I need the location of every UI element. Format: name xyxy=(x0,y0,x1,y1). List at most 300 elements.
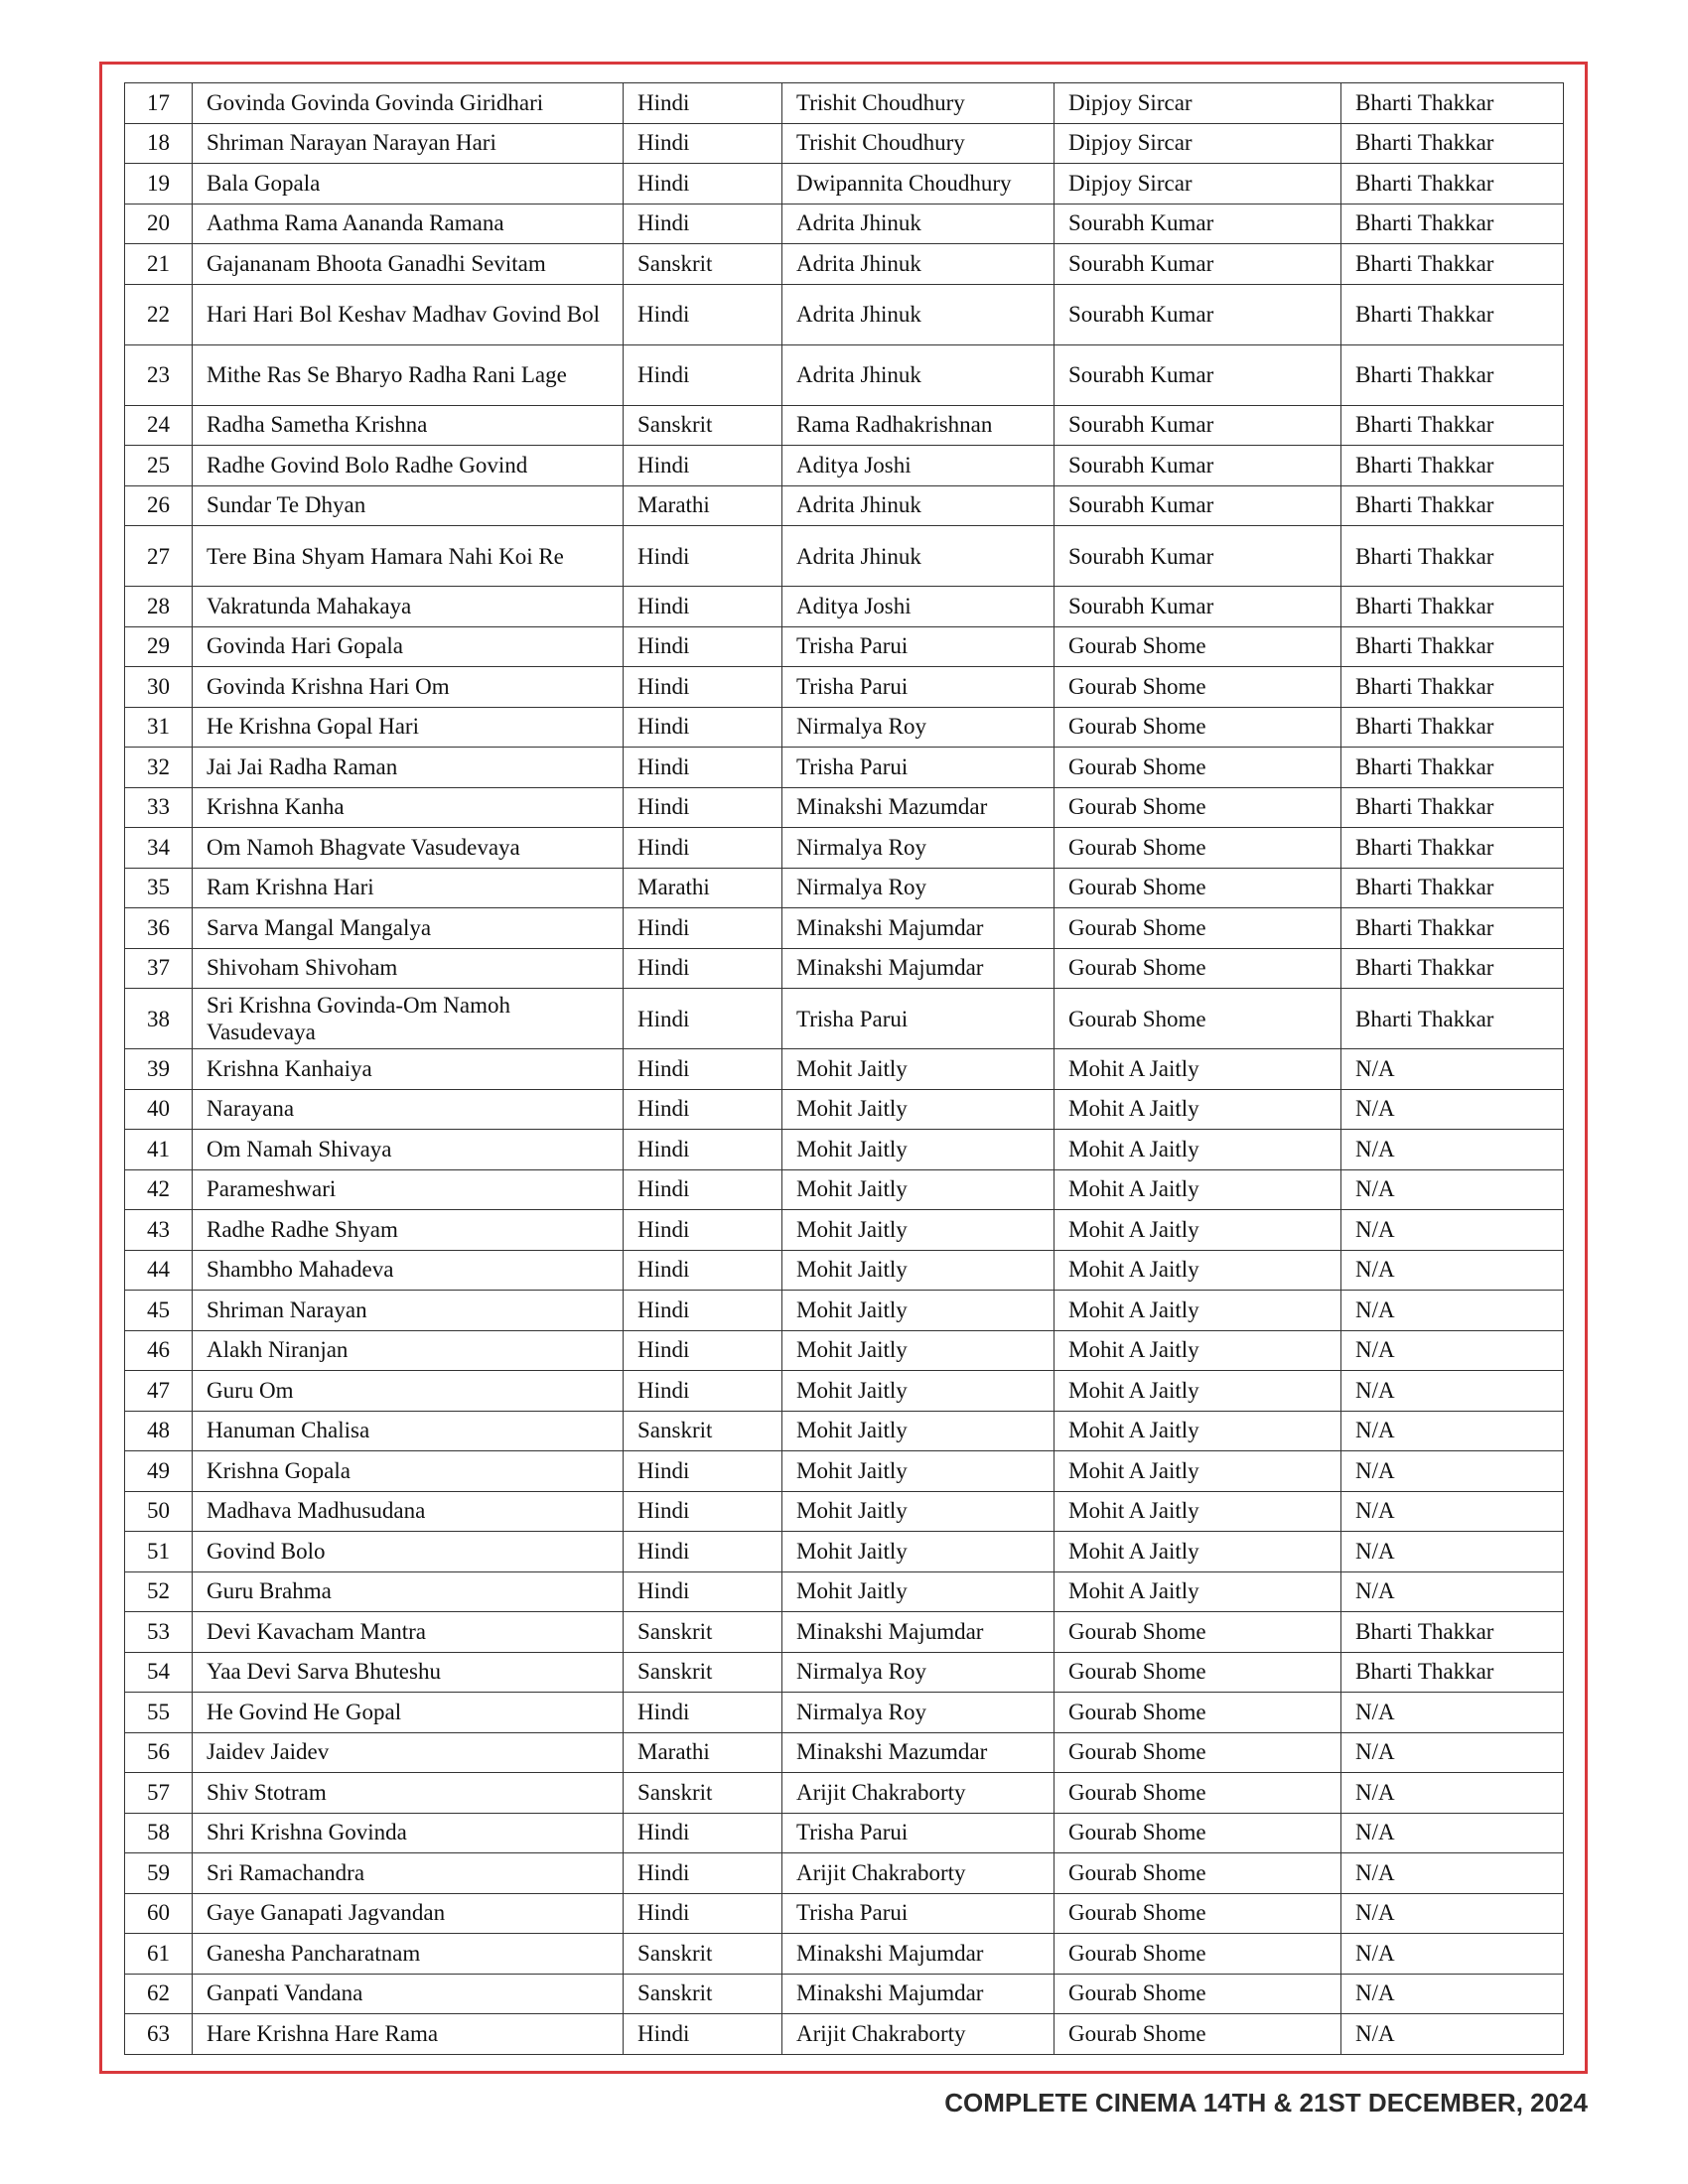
song-title-cell: Gajananam Bhoota Ganadhi Sevitam xyxy=(193,244,624,285)
lyricist-cell: N/A xyxy=(1341,1571,1564,1612)
row-number-cell: 21 xyxy=(125,244,193,285)
table-row xyxy=(125,1089,1564,1130)
lyricist-cell: N/A xyxy=(1341,1813,1564,1853)
lyricist-cell: Bharti Thakkar xyxy=(1341,748,1564,788)
language-cell: Hindi xyxy=(624,1250,782,1291)
composer-cell: Mohit A Jaitly xyxy=(1055,1411,1341,1451)
singer-cell: Trisha Parui xyxy=(782,667,1055,708)
language-cell: Hindi xyxy=(624,1813,782,1853)
song-title-cell: Radhe Radhe Shyam xyxy=(193,1210,624,1251)
singer-cell: Trisha Parui xyxy=(782,748,1055,788)
composer-cell: Mohit A Jaitly xyxy=(1055,1291,1341,1331)
row-number-cell: 63 xyxy=(125,2014,193,2055)
row-number-cell: 27 xyxy=(125,526,193,587)
language-cell: Sanskrit xyxy=(624,1974,782,2014)
language-cell: Hindi xyxy=(624,1049,782,1090)
composer-cell: Gourab Shome xyxy=(1055,828,1341,869)
language-cell: Hindi xyxy=(624,284,782,344)
singer-cell: Mohit Jaitly xyxy=(782,1451,1055,1492)
row-number-cell: 24 xyxy=(125,405,193,446)
composer-cell: Gourab Shome xyxy=(1055,1853,1341,1894)
singer-cell: Aditya Joshi xyxy=(782,446,1055,486)
singer-cell: Mohit Jaitly xyxy=(782,1411,1055,1451)
composer-cell: Sourabh Kumar xyxy=(1055,526,1341,587)
language-cell: Sanskrit xyxy=(624,1934,782,1975)
lyricist-cell: Bharti Thakkar xyxy=(1341,587,1564,627)
language-cell: Hindi xyxy=(624,707,782,748)
language-cell: Hindi xyxy=(624,1371,782,1412)
singer-cell: Minakshi Majumdar xyxy=(782,948,1055,989)
lyricist-cell: N/A xyxy=(1341,1934,1564,1975)
lyricist-cell: Bharti Thakkar xyxy=(1341,204,1564,244)
singer-cell: Minakshi Majumdar xyxy=(782,1612,1055,1653)
lyricist-cell: N/A xyxy=(1341,1049,1564,1090)
composer-cell: Mohit A Jaitly xyxy=(1055,1250,1341,1291)
singer-cell: Rama Radhakrishnan xyxy=(782,405,1055,446)
composer-cell: Mohit A Jaitly xyxy=(1055,1049,1341,1090)
singer-cell: Trisha Parui xyxy=(782,1893,1055,1934)
row-number-cell: 58 xyxy=(125,1813,193,1853)
lyricist-cell: Bharti Thakkar xyxy=(1341,123,1564,164)
table-row xyxy=(125,1693,1564,1733)
composer-cell: Mohit A Jaitly xyxy=(1055,1571,1341,1612)
song-title-cell: Jai Jai Radha Raman xyxy=(193,748,624,788)
language-cell: Sanskrit xyxy=(624,1612,782,1653)
table-row xyxy=(125,707,1564,748)
language-cell: Hindi xyxy=(624,164,782,205)
singer-cell: Dwipannita Choudhury xyxy=(782,164,1055,205)
composer-cell: Gourab Shome xyxy=(1055,1693,1341,1733)
table-row xyxy=(125,1571,1564,1612)
row-number-cell: 25 xyxy=(125,446,193,486)
singer-cell: Trisha Parui xyxy=(782,1813,1055,1853)
row-number-cell: 37 xyxy=(125,948,193,989)
singer-cell: Adrita Jhinuk xyxy=(782,485,1055,526)
lyricist-cell: N/A xyxy=(1341,1693,1564,1733)
table-row xyxy=(125,1049,1564,1090)
footer-text: COMPLETE CINEMA 14TH & 21ST DECEMBER, 2024 xyxy=(944,2088,1588,2117)
singer-cell: Nirmalya Roy xyxy=(782,828,1055,869)
lyricist-cell: Bharti Thakkar xyxy=(1341,83,1564,124)
lyricist-cell: N/A xyxy=(1341,1532,1564,1572)
table-row xyxy=(125,1210,1564,1251)
song-title-cell: Shiv Stotram xyxy=(193,1773,624,1814)
song-title-cell: Radha Sametha Krishna xyxy=(193,405,624,446)
singer-cell: Trisha Parui xyxy=(782,989,1055,1049)
row-number-cell: 38 xyxy=(125,989,193,1049)
language-cell: Hindi xyxy=(624,1330,782,1371)
lyricist-cell: Bharti Thakkar xyxy=(1341,787,1564,828)
song-title-cell: Guru Om xyxy=(193,1371,624,1412)
composer-cell: Gourab Shome xyxy=(1055,626,1341,667)
table-row xyxy=(125,1330,1564,1371)
lyricist-cell: Bharti Thakkar xyxy=(1341,164,1564,205)
table-row xyxy=(125,1813,1564,1853)
row-number-cell: 49 xyxy=(125,1451,193,1492)
language-cell: Hindi xyxy=(624,1291,782,1331)
song-title-cell: Alakh Niranjan xyxy=(193,1330,624,1371)
singer-cell: Trisha Parui xyxy=(782,626,1055,667)
singer-cell: Trishit Choudhury xyxy=(782,123,1055,164)
table-row xyxy=(125,908,1564,949)
singer-cell: Mohit Jaitly xyxy=(782,1371,1055,1412)
row-number-cell: 60 xyxy=(125,1893,193,1934)
language-cell: Hindi xyxy=(624,1693,782,1733)
table-row xyxy=(125,1371,1564,1412)
row-number-cell: 31 xyxy=(125,707,193,748)
singer-cell: Mohit Jaitly xyxy=(782,1330,1055,1371)
singer-cell: Mohit Jaitly xyxy=(782,1210,1055,1251)
language-cell: Hindi xyxy=(624,948,782,989)
composer-cell: Mohit A Jaitly xyxy=(1055,1130,1341,1170)
composer-cell: Gourab Shome xyxy=(1055,667,1341,708)
song-title-cell: Devi Kavacham Mantra xyxy=(193,1612,624,1653)
language-cell: Hindi xyxy=(624,1853,782,1894)
lyricist-cell: Bharti Thakkar xyxy=(1341,446,1564,486)
language-cell: Marathi xyxy=(624,1732,782,1773)
lyricist-cell: Bharti Thakkar xyxy=(1341,1652,1564,1693)
composer-cell: Gourab Shome xyxy=(1055,1773,1341,1814)
composer-cell: Gourab Shome xyxy=(1055,989,1341,1049)
table-row xyxy=(125,1934,1564,1975)
row-number-cell: 55 xyxy=(125,1693,193,1733)
song-title-cell: Bala Gopala xyxy=(193,164,624,205)
singer-cell: Mohit Jaitly xyxy=(782,1571,1055,1612)
row-number-cell: 45 xyxy=(125,1291,193,1331)
row-number-cell: 22 xyxy=(125,284,193,344)
language-cell: Sanskrit xyxy=(624,405,782,446)
singer-cell: Arijit Chakraborty xyxy=(782,2014,1055,2055)
song-title-cell: Om Namah Shivaya xyxy=(193,1130,624,1170)
language-cell: Hindi xyxy=(624,1532,782,1572)
lyricist-cell: Bharti Thakkar xyxy=(1341,284,1564,344)
language-cell: Sanskrit xyxy=(624,244,782,285)
row-number-cell: 20 xyxy=(125,204,193,244)
composer-cell: Gourab Shome xyxy=(1055,787,1341,828)
table-row xyxy=(125,626,1564,667)
lyricist-cell: N/A xyxy=(1341,1411,1564,1451)
language-cell: Hindi xyxy=(624,587,782,627)
table-row xyxy=(125,1451,1564,1492)
song-title-cell: Parameshwari xyxy=(193,1169,624,1210)
language-cell: Hindi xyxy=(624,123,782,164)
song-title-cell: Shri Krishna Govinda xyxy=(193,1813,624,1853)
singer-cell: Arijit Chakraborty xyxy=(782,1773,1055,1814)
composer-cell: Mohit A Jaitly xyxy=(1055,1532,1341,1572)
lyricist-cell: Bharti Thakkar xyxy=(1341,405,1564,446)
song-title-cell: Hari Hari Bol Keshav Madhav Govind Bol xyxy=(193,284,624,344)
language-cell: Hindi xyxy=(624,1130,782,1170)
table-row xyxy=(125,868,1564,908)
language-cell: Hindi xyxy=(624,667,782,708)
language-cell: Hindi xyxy=(624,204,782,244)
song-title-cell: Ganesha Pancharatnam xyxy=(193,1934,624,1975)
composer-cell: Mohit A Jaitly xyxy=(1055,1089,1341,1130)
language-cell: Hindi xyxy=(624,908,782,949)
language-cell: Hindi xyxy=(624,1893,782,1934)
composer-cell: Sourabh Kumar xyxy=(1055,405,1341,446)
song-title-cell: Sarva Mangal Mangalya xyxy=(193,908,624,949)
composer-cell: Sourabh Kumar xyxy=(1055,344,1341,405)
row-number-cell: 29 xyxy=(125,626,193,667)
composer-cell: Mohit A Jaitly xyxy=(1055,1330,1341,1371)
table-row xyxy=(125,485,1564,526)
composer-cell: Gourab Shome xyxy=(1055,1732,1341,1773)
composer-cell: Dipjoy Sircar xyxy=(1055,164,1341,205)
row-number-cell: 43 xyxy=(125,1210,193,1251)
song-title-cell: Gaye Ganapati Jagvandan xyxy=(193,1893,624,1934)
composer-cell: Sourabh Kumar xyxy=(1055,284,1341,344)
song-title-cell: Krishna Kanha xyxy=(193,787,624,828)
composer-cell: Gourab Shome xyxy=(1055,1893,1341,1934)
composer-cell: Gourab Shome xyxy=(1055,868,1341,908)
language-cell: Hindi xyxy=(624,1571,782,1612)
singer-cell: Adrita Jhinuk xyxy=(782,344,1055,405)
row-number-cell: 17 xyxy=(125,83,193,124)
language-cell: Hindi xyxy=(624,1210,782,1251)
lyricist-cell: Bharti Thakkar xyxy=(1341,908,1564,949)
lyricist-cell: N/A xyxy=(1341,1491,1564,1532)
row-number-cell: 35 xyxy=(125,868,193,908)
table-row xyxy=(125,667,1564,708)
composer-cell: Gourab Shome xyxy=(1055,1612,1341,1653)
song-title-cell: Shivoham Shivoham xyxy=(193,948,624,989)
composer-cell: Sourabh Kumar xyxy=(1055,485,1341,526)
table-row xyxy=(125,1169,1564,1210)
song-title-cell: Jaidev Jaidev xyxy=(193,1732,624,1773)
language-cell: Hindi xyxy=(624,828,782,869)
composer-cell: Mohit A Jaitly xyxy=(1055,1451,1341,1492)
composer-cell: Gourab Shome xyxy=(1055,748,1341,788)
language-cell: Hindi xyxy=(624,1491,782,1532)
table-row xyxy=(125,1732,1564,1773)
table-row xyxy=(125,1411,1564,1451)
lyricist-cell: N/A xyxy=(1341,1893,1564,1934)
language-cell: Sanskrit xyxy=(624,1773,782,1814)
song-title-cell: Govinda Govinda Govinda Giridhari xyxy=(193,83,624,124)
song-title-cell: Vakratunda Mahakaya xyxy=(193,587,624,627)
row-number-cell: 32 xyxy=(125,748,193,788)
lyricist-cell: Bharti Thakkar xyxy=(1341,707,1564,748)
row-number-cell: 34 xyxy=(125,828,193,869)
table-row xyxy=(125,526,1564,587)
table-row xyxy=(125,405,1564,446)
table-row xyxy=(125,2014,1564,2055)
table-row xyxy=(125,1853,1564,1894)
lyricist-cell: N/A xyxy=(1341,1089,1564,1130)
composer-cell: Dipjoy Sircar xyxy=(1055,83,1341,124)
singer-cell: Mohit Jaitly xyxy=(782,1250,1055,1291)
table-row xyxy=(125,204,1564,244)
singer-cell: Nirmalya Roy xyxy=(782,868,1055,908)
singer-cell: Aditya Joshi xyxy=(782,587,1055,627)
singer-cell: Mohit Jaitly xyxy=(782,1491,1055,1532)
lyricist-cell: N/A xyxy=(1341,1250,1564,1291)
row-number-cell: 56 xyxy=(125,1732,193,1773)
singer-cell: Minakshi Majumdar xyxy=(782,1974,1055,2014)
language-cell: Hindi xyxy=(624,787,782,828)
singer-cell: Mohit Jaitly xyxy=(782,1130,1055,1170)
row-number-cell: 47 xyxy=(125,1371,193,1412)
singer-cell: Minakshi Majumdar xyxy=(782,908,1055,949)
song-title-cell: Hanuman Chalisa xyxy=(193,1411,624,1451)
singer-cell: Minakshi Mazumdar xyxy=(782,1732,1055,1773)
singer-cell: Adrita Jhinuk xyxy=(782,244,1055,285)
table-row xyxy=(125,83,1564,124)
song-title-cell: Guru Brahma xyxy=(193,1571,624,1612)
singer-cell: Adrita Jhinuk xyxy=(782,526,1055,587)
table-row xyxy=(125,1130,1564,1170)
row-number-cell: 41 xyxy=(125,1130,193,1170)
song-title-cell: Krishna Kanhaiya xyxy=(193,1049,624,1090)
song-table xyxy=(124,82,1564,2055)
table-row xyxy=(125,1612,1564,1653)
row-number-cell: 39 xyxy=(125,1049,193,1090)
row-number-cell: 48 xyxy=(125,1411,193,1451)
song-title-cell: Shriman Narayan Narayan Hari xyxy=(193,123,624,164)
language-cell: Hindi xyxy=(624,748,782,788)
singer-cell: Mohit Jaitly xyxy=(782,1089,1055,1130)
song-title-cell: Govinda Krishna Hari Om xyxy=(193,667,624,708)
row-number-cell: 33 xyxy=(125,787,193,828)
row-number-cell: 23 xyxy=(125,344,193,405)
table-row xyxy=(125,948,1564,989)
table-row xyxy=(125,1291,1564,1331)
language-cell: Hindi xyxy=(624,526,782,587)
composer-cell: Gourab Shome xyxy=(1055,707,1341,748)
composer-cell: Gourab Shome xyxy=(1055,2014,1341,2055)
song-title-cell: Hare Krishna Hare Rama xyxy=(193,2014,624,2055)
singer-cell: Mohit Jaitly xyxy=(782,1291,1055,1331)
table-row xyxy=(125,1974,1564,2014)
lyricist-cell: N/A xyxy=(1341,1330,1564,1371)
table-row xyxy=(125,284,1564,344)
composer-cell: Sourabh Kumar xyxy=(1055,244,1341,285)
song-title-cell: Ganpati Vandana xyxy=(193,1974,624,2014)
lyricist-cell: N/A xyxy=(1341,1371,1564,1412)
lyricist-cell: Bharti Thakkar xyxy=(1341,344,1564,405)
lyricist-cell: N/A xyxy=(1341,1773,1564,1814)
lyricist-cell: Bharti Thakkar xyxy=(1341,868,1564,908)
song-title-cell: Ram Krishna Hari xyxy=(193,868,624,908)
composer-cell: Sourabh Kumar xyxy=(1055,446,1341,486)
table-row xyxy=(125,1893,1564,1934)
language-cell: Marathi xyxy=(624,868,782,908)
language-cell: Marathi xyxy=(624,485,782,526)
lyricist-cell: Bharti Thakkar xyxy=(1341,1612,1564,1653)
lyricist-cell: Bharti Thakkar xyxy=(1341,989,1564,1049)
language-cell: Sanskrit xyxy=(624,1652,782,1693)
song-title-cell: Tere Bina Shyam Hamara Nahi Koi Re xyxy=(193,526,624,587)
table-row xyxy=(125,989,1564,1049)
row-number-cell: 42 xyxy=(125,1169,193,1210)
table-row xyxy=(125,123,1564,164)
table-row xyxy=(125,446,1564,486)
row-number-cell: 53 xyxy=(125,1612,193,1653)
table-row xyxy=(125,587,1564,627)
composer-cell: Gourab Shome xyxy=(1055,1974,1341,2014)
row-number-cell: 19 xyxy=(125,164,193,205)
song-title-cell: Shambho Mahadeva xyxy=(193,1250,624,1291)
composer-cell: Gourab Shome xyxy=(1055,908,1341,949)
composer-cell: Mohit A Jaitly xyxy=(1055,1210,1341,1251)
composer-cell: Mohit A Jaitly xyxy=(1055,1371,1341,1412)
singer-cell: Mohit Jaitly xyxy=(782,1532,1055,1572)
lyricist-cell: Bharti Thakkar xyxy=(1341,626,1564,667)
row-number-cell: 51 xyxy=(125,1532,193,1572)
row-number-cell: 28 xyxy=(125,587,193,627)
row-number-cell: 26 xyxy=(125,485,193,526)
row-number-cell: 57 xyxy=(125,1773,193,1814)
lyricist-cell: N/A xyxy=(1341,1853,1564,1894)
singer-cell: Minakshi Mazumdar xyxy=(782,787,1055,828)
singer-cell: Nirmalya Roy xyxy=(782,707,1055,748)
table-row xyxy=(125,828,1564,869)
language-cell: Hindi xyxy=(624,2014,782,2055)
language-cell: Hindi xyxy=(624,626,782,667)
table-row xyxy=(125,1491,1564,1532)
singer-cell: Adrita Jhinuk xyxy=(782,284,1055,344)
song-title-cell: He Krishna Gopal Hari xyxy=(193,707,624,748)
song-title-cell: Madhava Madhusudana xyxy=(193,1491,624,1532)
language-cell: Sanskrit xyxy=(624,1411,782,1451)
row-number-cell: 61 xyxy=(125,1934,193,1975)
lyricist-cell: N/A xyxy=(1341,1210,1564,1251)
singer-cell: Nirmalya Roy xyxy=(782,1693,1055,1733)
row-number-cell: 50 xyxy=(125,1491,193,1532)
song-title-cell: Sri Ramachandra xyxy=(193,1853,624,1894)
song-title-cell: Mithe Ras Se Bharyo Radha Rani Lage xyxy=(193,344,624,405)
song-title-cell: Om Namoh Bhagvate Vasudevaya xyxy=(193,828,624,869)
song-title-cell: Sundar Te Dhyan xyxy=(193,485,624,526)
composer-cell: Sourabh Kumar xyxy=(1055,204,1341,244)
composer-cell: Gourab Shome xyxy=(1055,1934,1341,1975)
song-title-cell: Krishna Gopala xyxy=(193,1451,624,1492)
language-cell: Hindi xyxy=(624,344,782,405)
language-cell: Hindi xyxy=(624,446,782,486)
lyricist-cell: N/A xyxy=(1341,1974,1564,2014)
singer-cell: Arijit Chakraborty xyxy=(782,1853,1055,1894)
lyricist-cell: N/A xyxy=(1341,1291,1564,1331)
table-row xyxy=(125,244,1564,285)
language-cell: Hindi xyxy=(624,1169,782,1210)
singer-cell: Trishit Choudhury xyxy=(782,83,1055,124)
table-row xyxy=(125,1652,1564,1693)
row-number-cell: 54 xyxy=(125,1652,193,1693)
singer-cell: Nirmalya Roy xyxy=(782,1652,1055,1693)
table-row xyxy=(125,1532,1564,1572)
song-title-cell: Yaa Devi Sarva Bhuteshu xyxy=(193,1652,624,1693)
language-cell: Hindi xyxy=(624,1451,782,1492)
song-title-cell: Narayana xyxy=(193,1089,624,1130)
language-cell: Hindi xyxy=(624,83,782,124)
row-number-cell: 30 xyxy=(125,667,193,708)
row-number-cell: 59 xyxy=(125,1853,193,1894)
lyricist-cell: N/A xyxy=(1341,2014,1564,2055)
composer-cell: Gourab Shome xyxy=(1055,1813,1341,1853)
table-row xyxy=(125,344,1564,405)
row-number-cell: 18 xyxy=(125,123,193,164)
table-row xyxy=(125,1250,1564,1291)
row-number-cell: 52 xyxy=(125,1571,193,1612)
table-row xyxy=(125,787,1564,828)
song-title-cell: Radhe Govind Bolo Radhe Govind xyxy=(193,446,624,486)
composer-cell: Gourab Shome xyxy=(1055,948,1341,989)
lyricist-cell: Bharti Thakkar xyxy=(1341,667,1564,708)
lyricist-cell: N/A xyxy=(1341,1451,1564,1492)
lyricist-cell: Bharti Thakkar xyxy=(1341,244,1564,285)
row-number-cell: 36 xyxy=(125,908,193,949)
